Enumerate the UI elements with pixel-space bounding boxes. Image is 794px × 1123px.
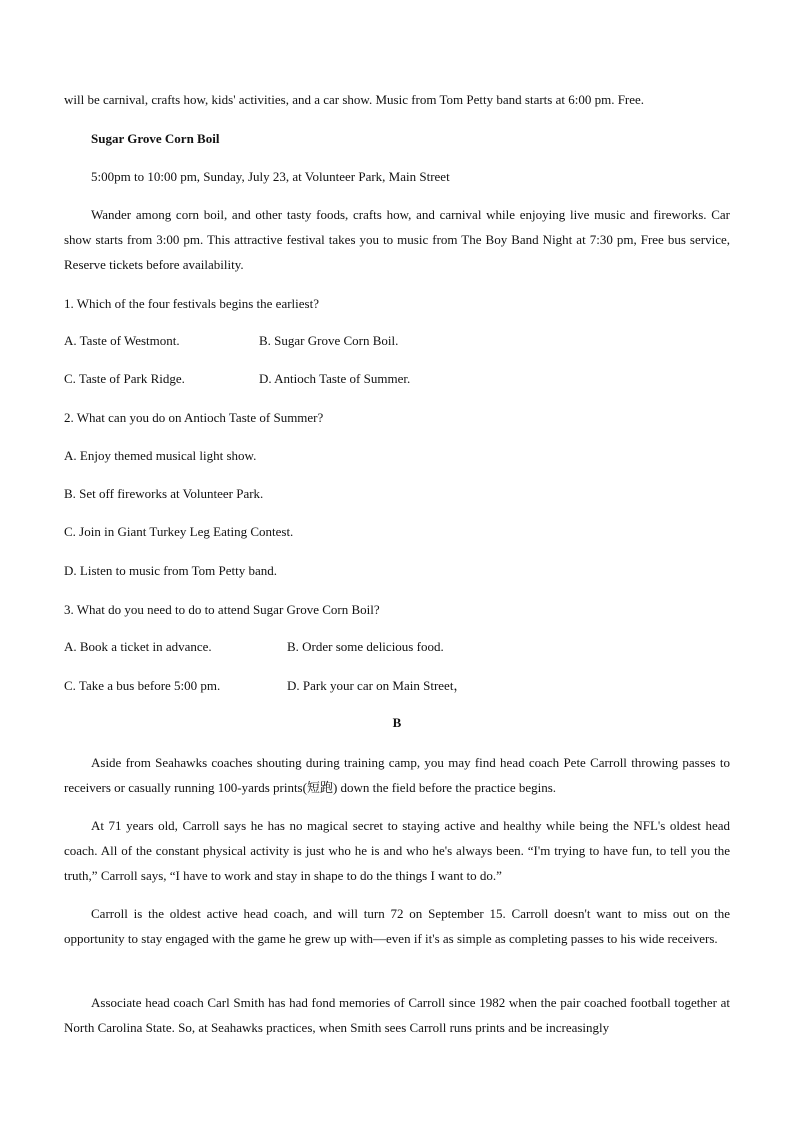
question-2-option-d[interactable]: D. Listen to music from Tom Petty band. xyxy=(64,563,277,578)
question-3-stem: 3. What do you need to do to attend Sugar Grove Corn Boil? xyxy=(64,602,380,617)
festival-heading-sugar-grove: Sugar Grove Corn Boil xyxy=(91,131,220,146)
question-1-stem: 1. Which of the four festivals begins the earliest? xyxy=(64,296,319,311)
question-2-option-c[interactable]: C. Join in Giant Turkey Leg Eating Contest. xyxy=(64,524,294,539)
section-b-paragraph-2: At 71 years old, Carroll says he has no magical secret to staying active and healthy while being the NFL's oldest head coach. All of the constant physical activity is just who he is and who he's always been. “I'm trying to have fun, to tell you the truth,” Carroll says, “I have to work and stay in shape to do the things I want to do.” xyxy=(64,818,730,883)
section-b-paragraph-1: Aside from Seahawks coaches shouting during training camp, you may find head coach Pete Carroll throwing passes to receivers or casually running 100-yards prints(短跑) down the field before the practice begins. xyxy=(64,755,730,795)
section-b-heading: B xyxy=(392,715,402,730)
question-3-option-c[interactable]: C. Take a bus before 5:00 pm. xyxy=(64,678,221,693)
festival-time-location: 5:00pm to 10:00 pm, Sunday, July 23, at Volunteer Park, Main Street xyxy=(91,169,450,184)
section-b-paragraph-4: Associate head coach Carl Smith has had fond memories of Carroll since 1982 when the pair coached football together at North Carolina State. So, at Seahawks practices, when Smith sees Carroll runs prints and be increasingly xyxy=(64,995,730,1035)
festival-description: Wander among corn boil, and other tasty foods, crafts how, and carnival while enjoying live music and fireworks. Car show starts from 3:00 pm. This attractive festival takes you to music from The Boy Band Night at 7:30 pm, Free bus service, Reserve tickets before availability. xyxy=(64,207,730,272)
question-3-option-d[interactable]: D. Park your car on Main Street， xyxy=(287,678,467,693)
question-2-stem: 2. What can you do on Antioch Taste of Summer? xyxy=(64,410,324,425)
question-1-option-a[interactable]: A. Taste of Westmont. xyxy=(64,333,180,348)
question-1-option-b[interactable]: B. Sugar Grove Corn Boil. xyxy=(259,333,399,348)
question-1-option-c[interactable]: C. Taste of Park Ridge. xyxy=(64,371,185,386)
passage-a-closing-line: will be carnival, crafts how, kids' activities, and a car show. Music from Tom Petty band starts at 6:00 pm. Free. xyxy=(64,92,645,107)
question-2-option-b[interactable]: B. Set off fireworks at Volunteer Park. xyxy=(64,486,264,501)
question-3-option-b[interactable]: B. Order some delicious food. xyxy=(287,639,444,654)
question-2-option-a[interactable]: A. Enjoy themed musical light show. xyxy=(64,448,257,463)
section-b-paragraph-3: Carroll is the oldest active head coach, and will turn 72 on September 15. Carroll doesn't want to miss out on the opportunity to stay engaged with the game he grew up with—even if it's as simple as completing passes to his wide receivers. xyxy=(64,906,730,946)
question-1-option-d[interactable]: D. Antioch Taste of Summer. xyxy=(259,371,411,386)
question-3-option-a[interactable]: A. Book a ticket in advance. xyxy=(64,639,212,654)
